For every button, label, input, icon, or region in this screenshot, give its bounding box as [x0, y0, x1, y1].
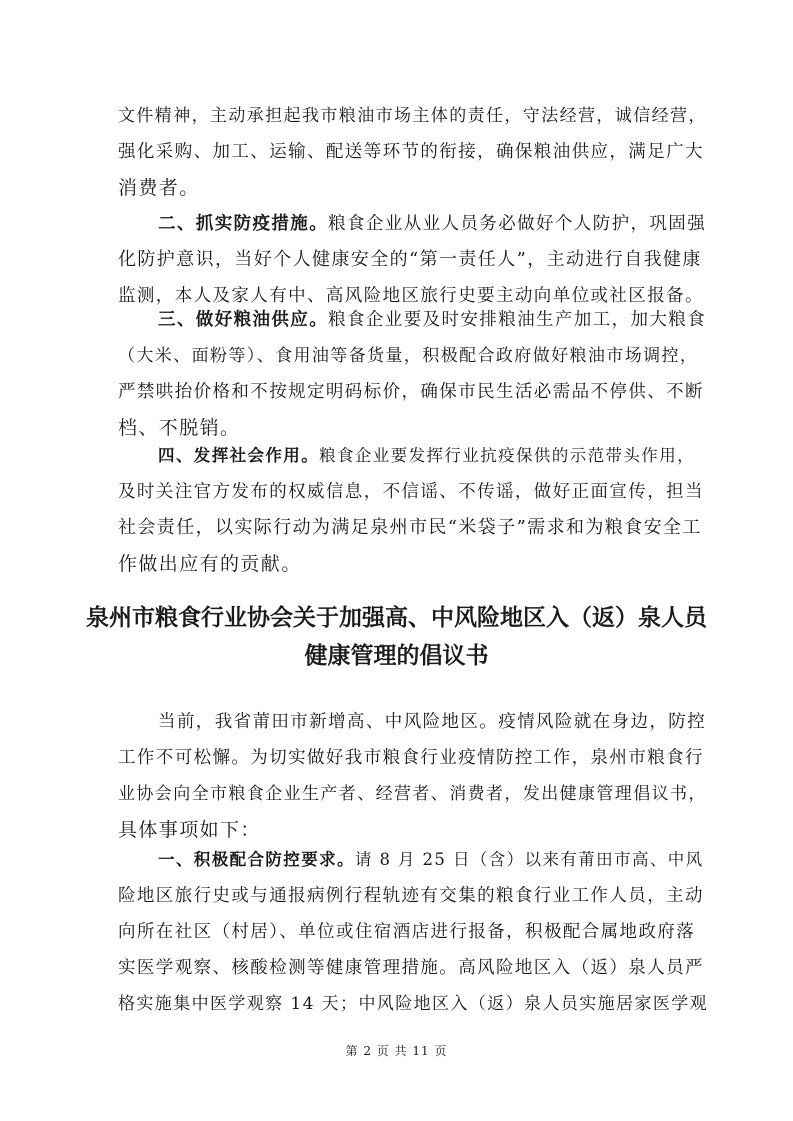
item-two-first-line: [118, 206, 708, 242]
item-one-text: 请 8 月 25 日（含）以来有莆田市高、中风: [354, 850, 704, 869]
item-two-heading: 二、抓实防疫措施。: [158, 214, 329, 234]
item-two-text: 粮食企业从业人员务必做好个人防护，巩固强: [328, 214, 707, 234]
paragraph-line: 档、不脱销。: [118, 417, 241, 439]
paragraph-line: 消费者。: [118, 177, 200, 199]
page-number-footer: 第 2 页 共 11 页: [345, 1044, 448, 1058]
item-four-text: 粮食企业要发挥行业抗疫保供的示范带头作用，: [319, 446, 696, 465]
paragraph-line: 化防护意识，当好个人健康安全的“第一责任人”，主动进行自我健康: [118, 249, 702, 270]
item-three-text: 粮食企业要及时安排粮油生产加工，加大粮食: [328, 310, 707, 330]
item-three-first-line: [118, 302, 708, 338]
paragraph-line: 格实施集中医学观察 14 天；中风险地区入（返）泉人员实施居家医学观: [118, 994, 709, 1014]
item-four-first-line: [118, 438, 708, 474]
paragraph-line: 社会责任，以实际行动为满足泉州市民“米袋子”需求和为粮食安全工: [118, 517, 702, 538]
paragraph-line: 严禁哄抬价格和不按规定明码标价，确保市民生活必需品不停供、不断: [118, 382, 704, 402]
paragraph-line: 强化采购、加工、运输、配送等环节的衔接，确保粮油供应，满足广大: [118, 142, 704, 162]
item-one-heading: 一、积极配合防控要求。: [158, 850, 355, 869]
paragraph-line: 具体事项如下：: [118, 819, 261, 841]
document-title-line-2: 健康管理的倡议书: [304, 643, 489, 669]
paragraph-line: 业协会向全市粮食企业生产者、经营者、消费者，发出健康管理倡议书，: [118, 784, 707, 804]
paragraph-line: 监测，本人及家人有中、高风险地区旅行史要主动向单位或社区报备。: [118, 286, 704, 306]
paragraph-line: 及时关注官方发布的权威信息，不信谣、不传谣，做好正面宣传，担当: [118, 482, 704, 502]
document-title-line-1: 泉州市粮食行业协会关于加强高、中风险地区入（返）泉人员: [86, 605, 707, 631]
item-four-heading: 四、发挥社会作用。: [158, 446, 320, 465]
paragraph-line: 险地区旅行史或与通报病例行程轨迹有交集的粮食行业工作人员，主动: [118, 886, 704, 906]
paragraph-line: 文件精神，主动承担起我市粮油市场主体的责任，守法经营，诚信经营，: [118, 106, 707, 126]
paragraph-line: 实医学观察、核酸检测等健康管理措施。高风险地区入（返）泉人员严: [118, 958, 704, 978]
paragraph-line: 工作不可松懈。为切实做好我市粮食行业疫情防控工作，泉州市粮食行: [118, 748, 704, 768]
paragraph-line: （大米、面粉等）、食用油等备货量，积极配合政府做好粮油市场调控，: [118, 346, 699, 366]
paragraph-line: 作做出应有的贡献。: [118, 553, 302, 575]
item-one-first-line: [118, 842, 708, 878]
item-three-heading: 三、做好粮油供应。: [158, 310, 329, 330]
paragraph-line: 当前，我省莆田市新增高、中风险地区。疫情风险就在身边，防控: [158, 712, 707, 732]
paragraph-line: 向所在社区（村居）、单位或住宿酒店进行报备，积极配合属地政府落: [118, 922, 696, 942]
